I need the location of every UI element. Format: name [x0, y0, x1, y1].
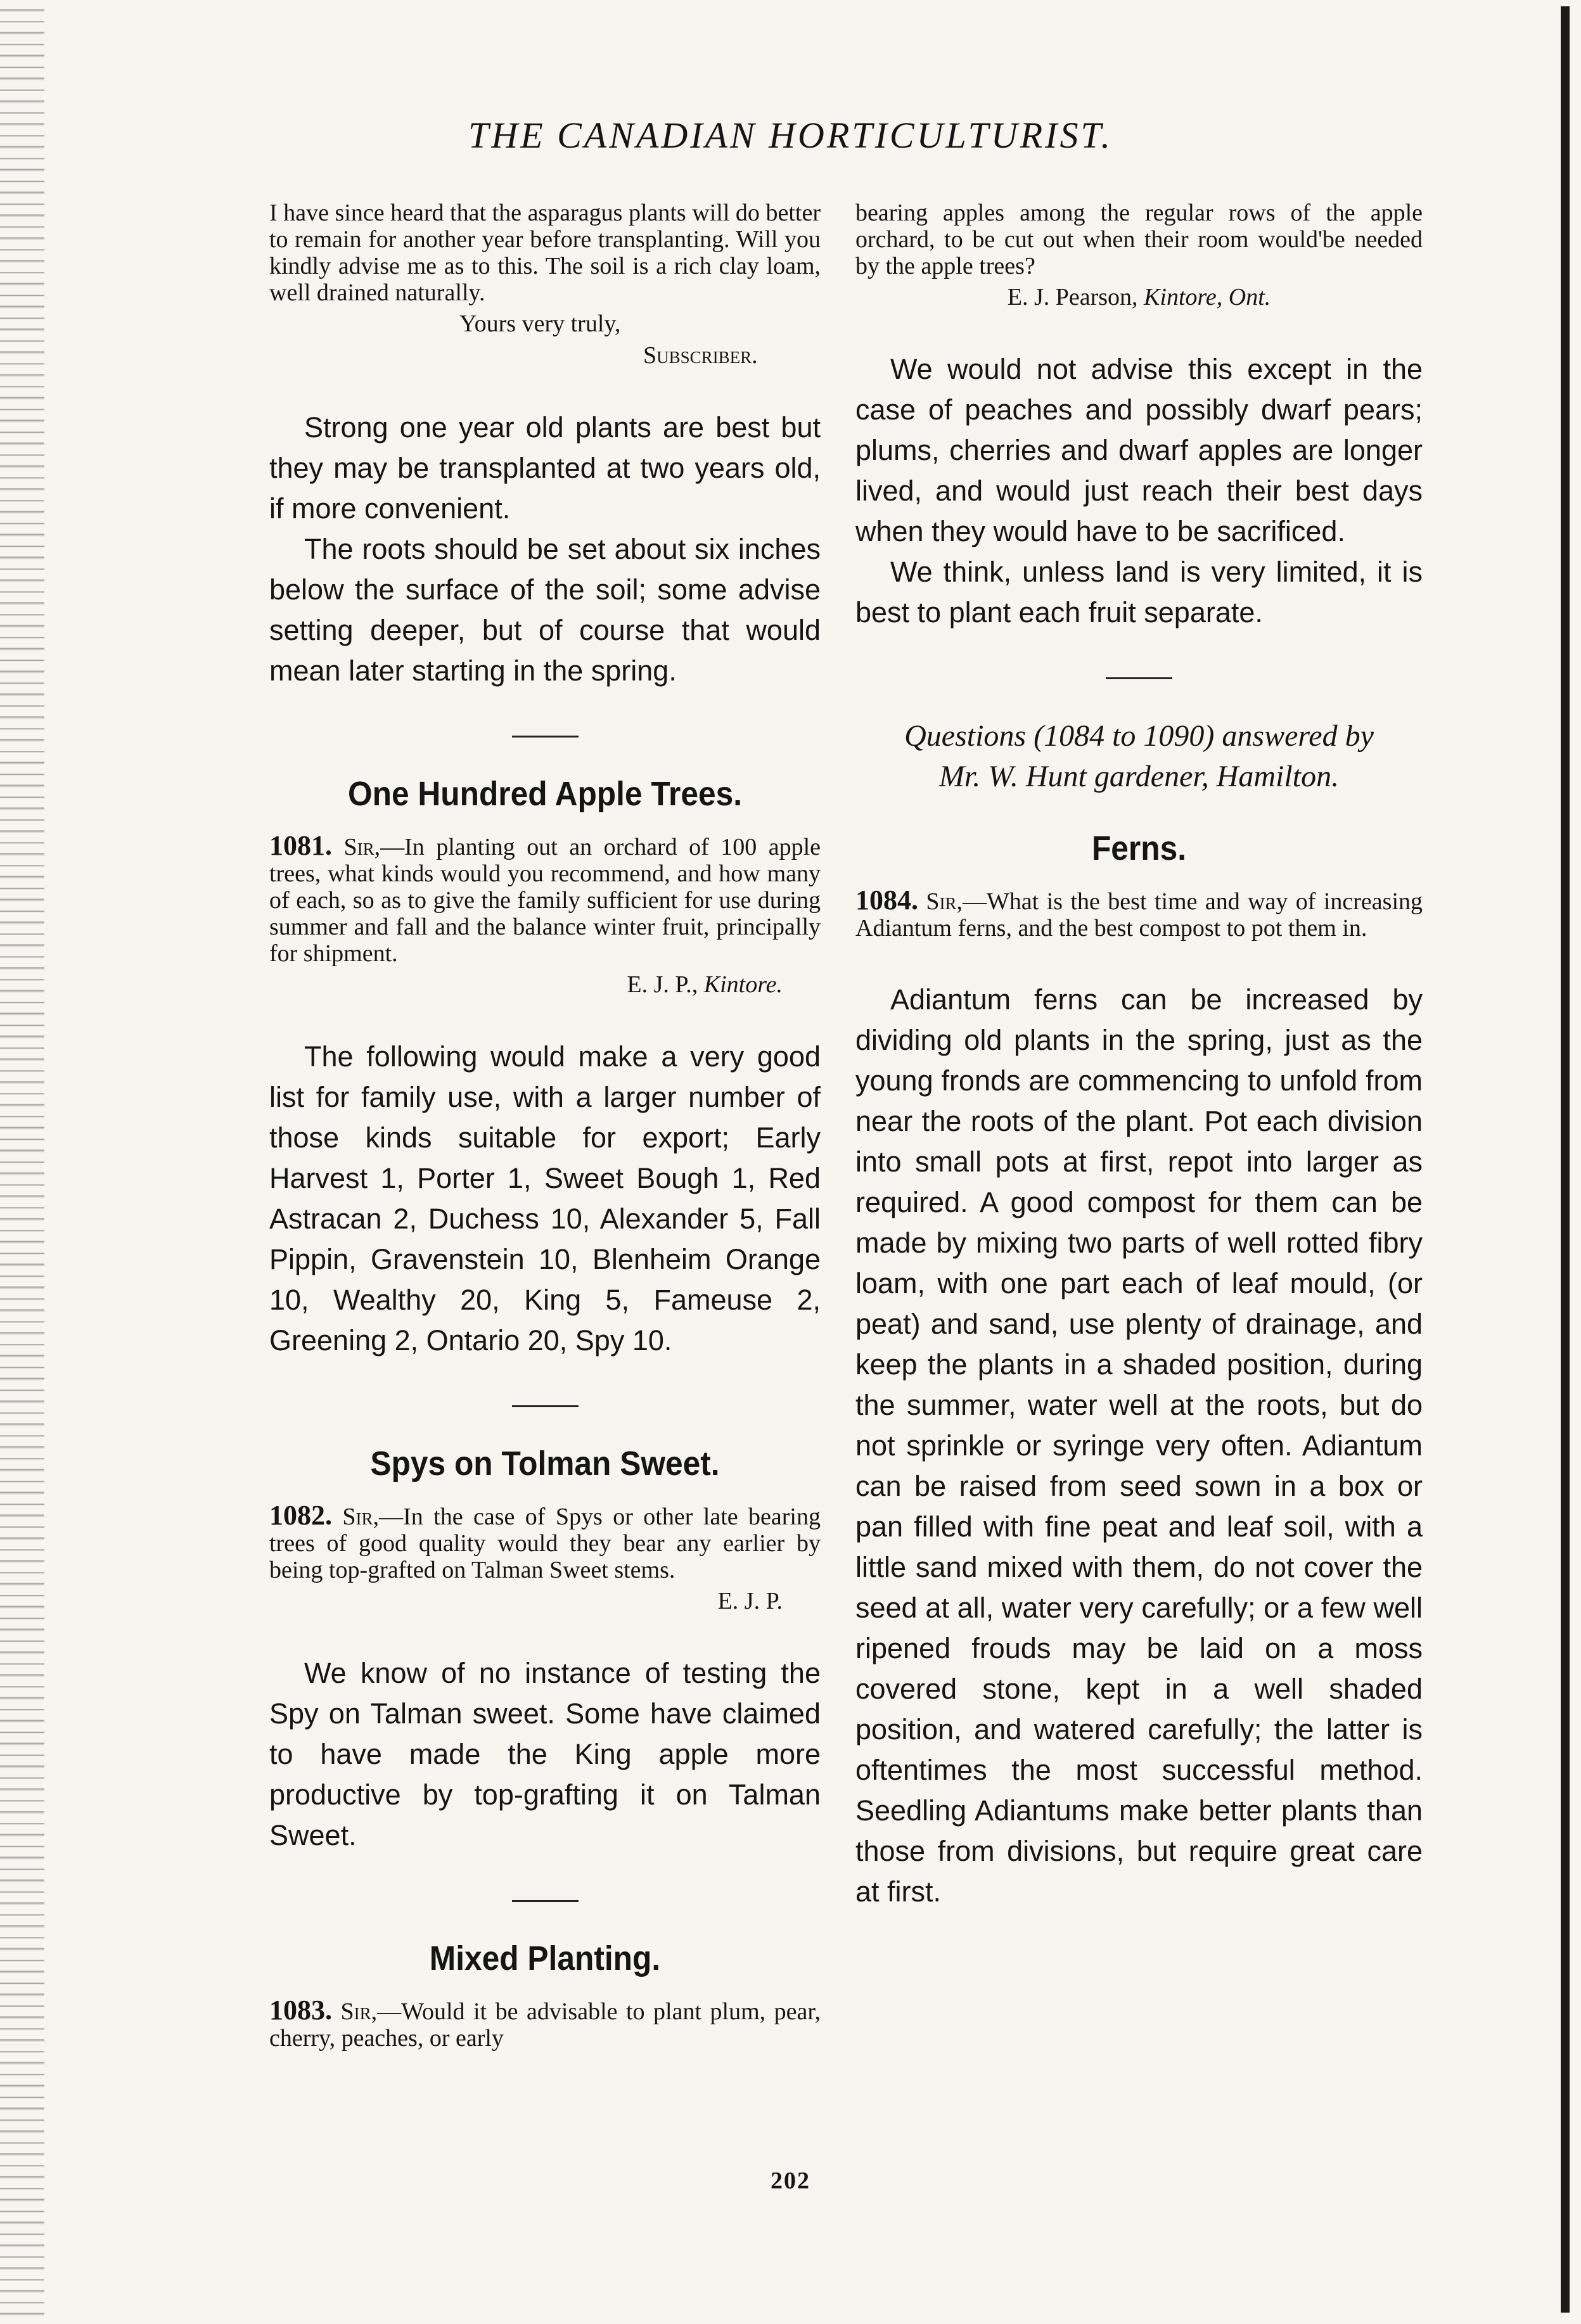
letter-closing: Yours very truly,	[459, 310, 621, 337]
section-heading: Mixed Planting.	[429, 1939, 661, 1977]
question-number: 1084.	[855, 884, 918, 916]
salutation: Sir,	[343, 834, 381, 860]
question-body: —In the case of Spys or other late bearing trees of good quality would they bear any earlier by being top-grafted on Talman Sweet stems.	[269, 1504, 821, 1583]
question-body: —In planting out an orchard of 100 apple trees, what kinds would you recommend, and how many of each, so as to give the family sufficient for use during summer and fall and the balance winter fruit, principally for shipment.	[269, 834, 821, 967]
question-number: 1081.	[269, 830, 332, 861]
section-heading: One Hundred Apple Trees.	[347, 775, 743, 813]
answer-paragraph: Strong one year old plants are best but they may be transplanted at two years old, if more convenient.	[269, 411, 821, 525]
section-rule	[1106, 677, 1172, 679]
question-body: —What is the best time and way of increasing Adiantum ferns, and the best compost to pot them in.	[855, 888, 1423, 942]
question-1081	[269, 830, 821, 967]
answer-paragraph: We know of no instance of testing the Spy on Talman sweet. Some have claimed to have made the King apple more productive by top-grafting it on Talman Sweet.	[269, 1657, 821, 1851]
question-number: 1082.	[269, 1500, 332, 1531]
question-text: I have since heard that the asparagus plants will do better to remain for another year before transplanting. Will you kindly advise me as to this. The soil is a rich clay loam, well drained naturally.	[269, 200, 821, 306]
question-1084	[855, 884, 1423, 942]
question-body: —Would it be advisable to plant plum, pear, cherry, peaches, or early	[269, 1998, 821, 2052]
section-rule	[512, 1900, 579, 1902]
question-number: 1083.	[269, 1995, 332, 2026]
answer-paragraph: The roots should be set about six inches below the surface of the soil; some advise setting deeper, but of course that would mean later starting in the spring.	[269, 533, 821, 687]
section-rule	[512, 1405, 579, 1407]
salutation: Sir,	[926, 888, 963, 915]
question-signature: E. J. Pearson, Kintore, Ont.	[1007, 284, 1271, 310]
scan-edge-right	[1561, 6, 1570, 2313]
question-signature: E. J. P., Kintore.	[627, 971, 783, 998]
question-1082	[269, 1502, 821, 1583]
answer-paragraph: We think, unless land is very limited, it is best to plant each fruit separate.	[855, 556, 1423, 629]
answer-byline: Questions (1084 to 1090) answered by Mr. W. Hunt gardener, Hamilton.	[904, 719, 1374, 793]
left-column	[269, 200, 821, 2052]
right-column	[855, 200, 1423, 1912]
section-heading: Spys on Tolman Sweet.	[370, 1445, 720, 1483]
answer-paragraph: Adiantum ferns can be increased by dividing old plants in the spring, just as the young fronds are commencing to unfold from near the roots of the plant. Pot each division into small pots at first, repot into larger as required. A good compost for them can be made by mixing two parts of well rotted fibry loam, with one part each of leaf mould, (or peat) and sand, use plenty of drainage, and keep the plants in a shaded position, during the summer, water well at the roots, but do not sprinkle or syringe very often. Adiantum can be raised from seed sown in a box or pan filled with fine peat and leaf soil, with a little sand mixed with them, do not cover the seed at all, water very carefully; or a few well ripened frouds may be laid on a moss covered stone, kept in a well shaded position, and watered carefully; the latter is oftentimes the most successful method. Seedling Adiantums make better plants than those from divisions, but require great care at first.	[855, 983, 1423, 1908]
question-signature: E. J. P.	[717, 1588, 783, 1614]
question-continuation: bearing apples among the regular rows of the apple orchard, to be cut out when their room would'be needed by the apple trees?	[855, 200, 1423, 279]
letter-signature: Subscriber.	[643, 342, 758, 369]
scan-edge-left	[0, 0, 44, 2324]
answer-paragraph: We would not advise this except in the case of peaches and possibly dwarf pears; plums, cherries and dwarf apples are longer lived, and would just reach their best days when they would have to be sacrificed.	[855, 353, 1423, 547]
section-heading: Ferns.	[1091, 829, 1187, 867]
answer-paragraph: The following would make a very good list for family use, with a larger number of those kinds suitable for export; Early Harvest 1, Porter 1, Sweet Bough 1, Red Astracan 2, Duchess 10, Alexander 5, Fall Pippin, Gravenstein 10, Blenheim Orange 10, Wealthy 20, King 5, Fameuse 2, Greening 2, Ontario 20, Spy 10.	[269, 1040, 821, 1357]
page-number: 202	[771, 2168, 810, 2194]
section-rule	[512, 736, 579, 737]
salutation: Sir,	[340, 1998, 378, 2025]
running-title: THE CANADIAN HORTICULTURIST.	[468, 115, 1113, 156]
salutation: Sir,	[342, 1504, 380, 1530]
question-1083	[269, 1997, 821, 2052]
